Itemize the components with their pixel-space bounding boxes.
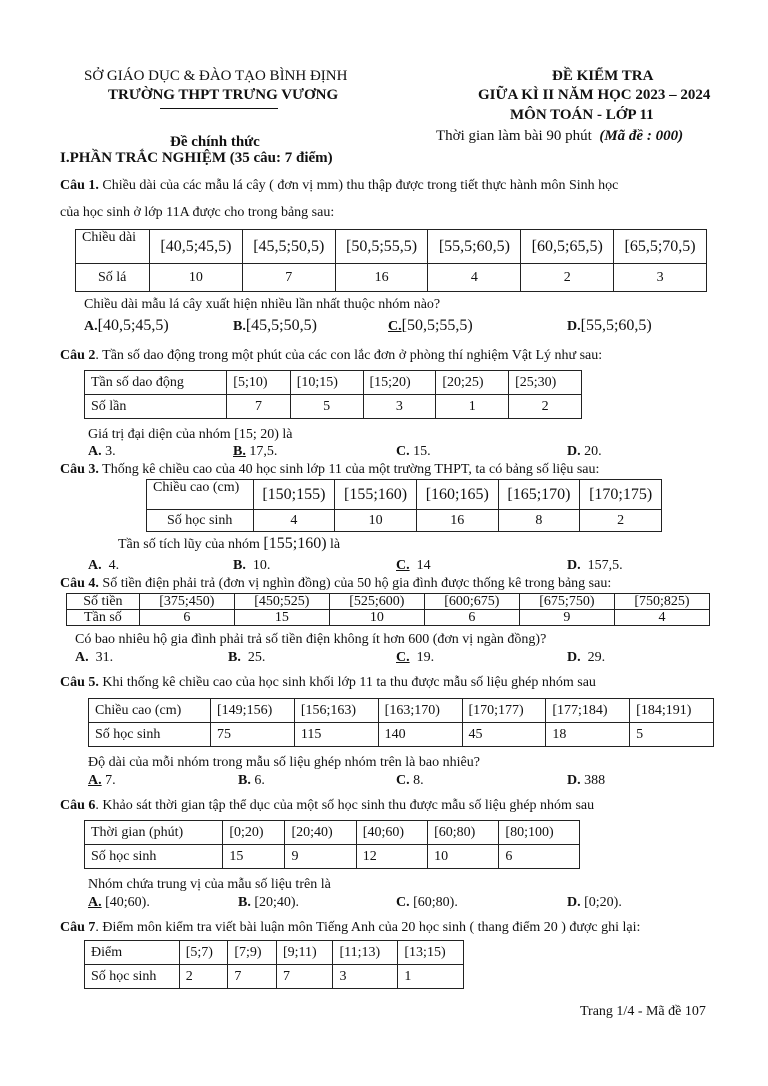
q2-cell: Số lần (85, 395, 227, 419)
q3-cell: [160;165) (416, 480, 498, 510)
q3-question-interval: [155;160) (263, 535, 327, 552)
q2-question: Giá trị đại diện của nhóm [15; 20) là (88, 427, 293, 442)
q6-cell: [0;20) (223, 821, 285, 845)
q3-cell: Số học sinh (147, 510, 254, 532)
q3-text-1: Thống kê chiều cao của 40 học sinh lớp 11 của một trường THPT, ta có bảng số liệu sau: (102, 462, 600, 477)
q3-text (60, 462, 599, 478)
q2-cell: [15;20) (363, 371, 436, 395)
q2-cell: [10;15) (290, 371, 363, 395)
option-value: 8. (413, 773, 424, 788)
option-value: 3. (105, 444, 116, 459)
q6-table (84, 820, 580, 869)
option-value: 388 (584, 773, 606, 788)
q7-cell: 2 (179, 965, 228, 989)
q2-cell: 3 (363, 395, 436, 419)
q6-cell: 12 (356, 845, 427, 869)
q7-cell: [7;9) (228, 941, 277, 965)
q2-cell: 5 (290, 395, 363, 419)
q1-cell: Số lá (76, 264, 150, 292)
q4-option-c (396, 650, 434, 666)
header-time: Thời gian làm bài 90 phút (436, 128, 592, 144)
q4-cell: Số tiền (67, 594, 140, 610)
q1-option-d (567, 317, 652, 335)
q5-option-c (396, 773, 424, 789)
q4-option-d (567, 650, 605, 666)
option-value: 29. (587, 650, 606, 665)
option-value: 10. (252, 558, 271, 573)
q4-text-1: Số tiền điện phải trả (đơn vị nghìn đồng) của 50 hộ gia đình được thống kê trong bảng sau: (102, 576, 612, 591)
q5-cell: 140 (378, 723, 462, 747)
q3-option-b (233, 558, 270, 574)
q4-cell: Tần số (67, 610, 140, 626)
q4-cell: [675;750) (519, 594, 614, 610)
q6-option-c (396, 895, 458, 911)
q7-label: Câu 7 (60, 920, 96, 935)
option-key: A. (75, 650, 89, 665)
option-value: 19. (416, 650, 435, 665)
header-official: Đề chính thức (170, 134, 260, 150)
q7-text-1: . Điểm môn kiểm tra viết bài luận môn Tiếng Anh của 20 học sinh ( thang điểm 20 ) được ghi lại: (95, 920, 641, 935)
q4-cell: 4 (614, 610, 709, 626)
option-value: [50,5;55,5) (401, 317, 473, 334)
header-code: (Mã đề : 000) (599, 128, 684, 144)
q2-label: Câu 2 (60, 348, 96, 363)
option-key: A. (88, 895, 102, 910)
option-key: D. (567, 319, 581, 334)
q4-cell: [450;525) (234, 594, 329, 610)
header-rule (160, 108, 278, 109)
q3-cell: 10 (335, 510, 417, 532)
q2-cell: 7 (227, 395, 290, 419)
option-value: [60;80). (413, 895, 458, 910)
option-value: [0;20). (584, 895, 622, 910)
q6-cell: 15 (223, 845, 285, 869)
q7-cell: Điểm (85, 941, 180, 965)
option-key: D. (567, 650, 581, 665)
q6-cell: 10 (428, 845, 499, 869)
q7-cell: [5;7) (179, 941, 228, 965)
q5-text (60, 675, 596, 691)
q1-cell: Chiều dài (76, 230, 150, 264)
q5-cell: [184;191) (630, 699, 714, 723)
option-key: B. (238, 895, 251, 910)
q4-table (66, 593, 710, 626)
option-value: 20. (584, 444, 602, 459)
option-key: C. (396, 558, 410, 573)
q4-cell: [525;600) (329, 594, 424, 610)
q6-cell: [40;60) (356, 821, 427, 845)
q5-option-a (88, 773, 116, 789)
q4-cell: 6 (424, 610, 519, 626)
header-school: TRƯỜNG THPT TRƯNG VƯƠNG (108, 87, 339, 103)
q2-cell: 2 (509, 395, 582, 419)
q7-cell: 7 (228, 965, 277, 989)
option-value: 17,5. (249, 444, 278, 459)
q1-cell: [60,5;65,5) (521, 230, 614, 264)
q5-cell: Số học sinh (89, 723, 211, 747)
option-key: D. (567, 444, 581, 459)
option-key: C. (396, 773, 410, 788)
q3-cell: [155;160) (335, 480, 417, 510)
q7-cell: [13;15) (398, 941, 464, 965)
q2-option-c (396, 444, 431, 460)
q1-cell: 2 (521, 264, 614, 292)
q4-text (60, 576, 611, 592)
header-time-row (436, 128, 683, 145)
header-exam: ĐỀ KIỂM TRA (552, 68, 654, 84)
q1-table (75, 229, 707, 292)
q6-option-b (238, 895, 299, 911)
section-title: I.PHẦN TRẮC NGHIỆM (35 câu: 7 điểm) (60, 150, 333, 166)
q7-cell: Số học sinh (85, 965, 180, 989)
q6-cell: [20;40) (285, 821, 356, 845)
option-key: C. (396, 895, 410, 910)
q5-cell: [177;184) (546, 699, 630, 723)
option-key: C. (388, 319, 402, 334)
q1-cell: 16 (335, 264, 428, 292)
header-subject: MÔN TOÁN - LỚP 11 (510, 107, 654, 123)
q2-cell: Tần số dao động (85, 371, 227, 395)
q1-option-b (233, 317, 317, 335)
q4-option-a (75, 650, 113, 666)
option-key: C. (396, 444, 410, 459)
option-value: 31. (95, 650, 114, 665)
option-key: D. (567, 558, 581, 573)
q7-cell: 7 (276, 965, 332, 989)
q3-option-d (567, 558, 623, 574)
q3-question-text: Tần số tích lũy của nhóm (118, 537, 260, 552)
q1-cell: [55,5;60,5) (428, 230, 521, 264)
option-key: B. (238, 773, 251, 788)
q5-cell: Chiều cao (cm) (89, 699, 211, 723)
q2-table (84, 370, 582, 419)
option-value: 14 (416, 558, 431, 573)
page-footer: Trang 1/4 - Mã đề 107 (580, 1004, 706, 1019)
q5-question: Độ dài của mỗi nhóm trong mẫu số liệu ghép nhóm trên là bao nhiêu? (88, 755, 480, 770)
q7-cell: [11;13) (333, 941, 398, 965)
q1-cell: [50,5;55,5) (335, 230, 428, 264)
option-value: [40,5;45,5) (97, 317, 169, 334)
q3-cell: 16 (416, 510, 498, 532)
q6-cell: Số học sinh (85, 845, 223, 869)
q4-cell: 15 (234, 610, 329, 626)
q4-cell: [750;825) (614, 594, 709, 610)
q5-cell: 45 (462, 723, 546, 747)
q1-label: Câu 1. (60, 178, 99, 193)
q4-option-b (228, 650, 265, 666)
option-key: B. (233, 558, 246, 573)
q4-label: Câu 4. (60, 576, 99, 591)
header-department: SỞ GIÁO DỤC & ĐÀO TẠO BÌNH ĐỊNH (84, 68, 348, 84)
option-key: C. (396, 650, 410, 665)
q2-cell: [5;10) (227, 371, 290, 395)
q3-table (146, 479, 662, 532)
q4-cell: [600;675) (424, 594, 519, 610)
q4-question: Có bao nhiêu hộ gia đình phải trả số tiền điện không ít hơn 600 (đơn vị ngàn đồng)? (75, 632, 547, 647)
q5-cell: 18 (546, 723, 630, 747)
q1-cell: [45,5;50,5) (242, 230, 335, 264)
option-value: 25. (247, 650, 266, 665)
q7-cell: 3 (333, 965, 398, 989)
q4-cell: 9 (519, 610, 614, 626)
q2-cell: 1 (436, 395, 509, 419)
option-value: [55,5;60,5) (580, 317, 652, 334)
q5-option-b (238, 773, 265, 789)
option-value: 6. (254, 773, 265, 788)
q6-cell: Thời gian (phút) (85, 821, 223, 845)
header-term: GIỮA KÌ II NĂM HỌC 2023 – 2024 (478, 87, 711, 103)
q7-table (84, 940, 464, 989)
option-key: D. (567, 895, 581, 910)
option-key: A. (88, 444, 102, 459)
q6-option-a (88, 895, 150, 911)
option-value: [20;40). (254, 895, 300, 910)
option-key: D. (567, 773, 581, 788)
q1-cell: [65,5;70,5) (614, 230, 707, 264)
q6-option-d (567, 895, 622, 911)
q3-option-c (396, 558, 431, 574)
option-key: B. (233, 319, 246, 334)
q6-cell: [60;80) (428, 821, 499, 845)
q3-cell: [170;175) (580, 480, 662, 510)
q5-cell: 115 (294, 723, 378, 747)
q7-text (60, 920, 640, 936)
q1-text (60, 178, 618, 194)
q5-cell: [149;156) (211, 699, 295, 723)
q6-text (60, 798, 594, 814)
q2-option-d (567, 444, 602, 460)
q3-cell: 4 (253, 510, 335, 532)
option-value: 15. (413, 444, 431, 459)
q5-table (88, 698, 714, 747)
q1-cell: [40,5;45,5) (150, 230, 243, 264)
q3-question (118, 535, 340, 553)
option-key: B. (228, 650, 241, 665)
q2-option-b (233, 444, 277, 460)
q7-cell: 1 (398, 965, 464, 989)
q1-option-a (84, 317, 169, 335)
q6-cell: [80;100) (499, 821, 580, 845)
q3-question-end: là (330, 537, 341, 552)
q1-question: Chiều dài mẫu lá cây xuất hiện nhiều lần nhất thuộc nhóm nào? (84, 297, 441, 312)
q4-cell: 6 (139, 610, 234, 626)
q4-cell: 10 (329, 610, 424, 626)
q6-question: Nhóm chứa trung vị của mẫu số liệu trên là (88, 877, 331, 892)
q3-option-a (88, 558, 119, 574)
q5-cell: [156;163) (294, 699, 378, 723)
q6-cell: 9 (285, 845, 356, 869)
q3-cell: 2 (580, 510, 662, 532)
q1-cell: 4 (428, 264, 521, 292)
option-key: A. (84, 319, 98, 334)
q1-cell: 10 (150, 264, 243, 292)
q1-cell: 7 (242, 264, 335, 292)
option-key: B. (233, 444, 246, 459)
q3-cell: Chiều cao (cm) (147, 480, 254, 510)
q1-text-2: của học sinh ở lớp 11A được cho trong bảng sau: (60, 205, 335, 220)
option-key: A. (88, 558, 102, 573)
q3-cell: [150;155) (253, 480, 335, 510)
q3-cell: [165;170) (498, 480, 580, 510)
q1-option-c (388, 317, 473, 335)
q5-cell: [163;170) (378, 699, 462, 723)
q2-option-a (88, 444, 116, 460)
q1-text-1: Chiều dài của các mẫu lá cây ( đơn vị mm) thu thập được trong tiết thực hành môn Sinh học (102, 178, 619, 193)
q5-label: Câu 5. (60, 675, 99, 690)
q5-option-d (567, 773, 605, 789)
q3-cell: 8 (498, 510, 580, 532)
option-value: 7. (105, 773, 116, 788)
q5-text-1: Khi thống kê chiều cao của học sinh khối lớp 11 ta thu được mẫu số liệu ghép nhóm sau (102, 675, 596, 690)
option-key: A. (88, 773, 102, 788)
q6-cell: 6 (499, 845, 580, 869)
q5-cell: 75 (211, 723, 295, 747)
q3-label: Câu 3. (60, 462, 99, 477)
q2-text-1: . Tần số dao động trong một phút của các con lắc đơn ở phòng thí nghiệm Vật Lý như sau: (95, 348, 603, 363)
q5-cell: [170;177) (462, 699, 546, 723)
option-value: 4. (108, 558, 120, 573)
q2-cell: [20;25) (436, 371, 509, 395)
q2-cell: [25;30) (509, 371, 582, 395)
q2-text (60, 348, 602, 364)
q1-cell: 3 (614, 264, 707, 292)
option-value: [45,5;50,5) (245, 317, 317, 334)
q5-cell: 5 (630, 723, 714, 747)
option-value: [40;60). (105, 895, 150, 910)
q6-text-1: . Khảo sát thời gian tập thể dục của một số học sinh thu được mẫu số liệu ghép nhóm sau (95, 798, 595, 813)
q6-label: Câu 6 (60, 798, 96, 813)
option-value: 157,5. (587, 558, 623, 573)
q4-cell: [375;450) (139, 594, 234, 610)
q7-cell: [9;11) (276, 941, 332, 965)
